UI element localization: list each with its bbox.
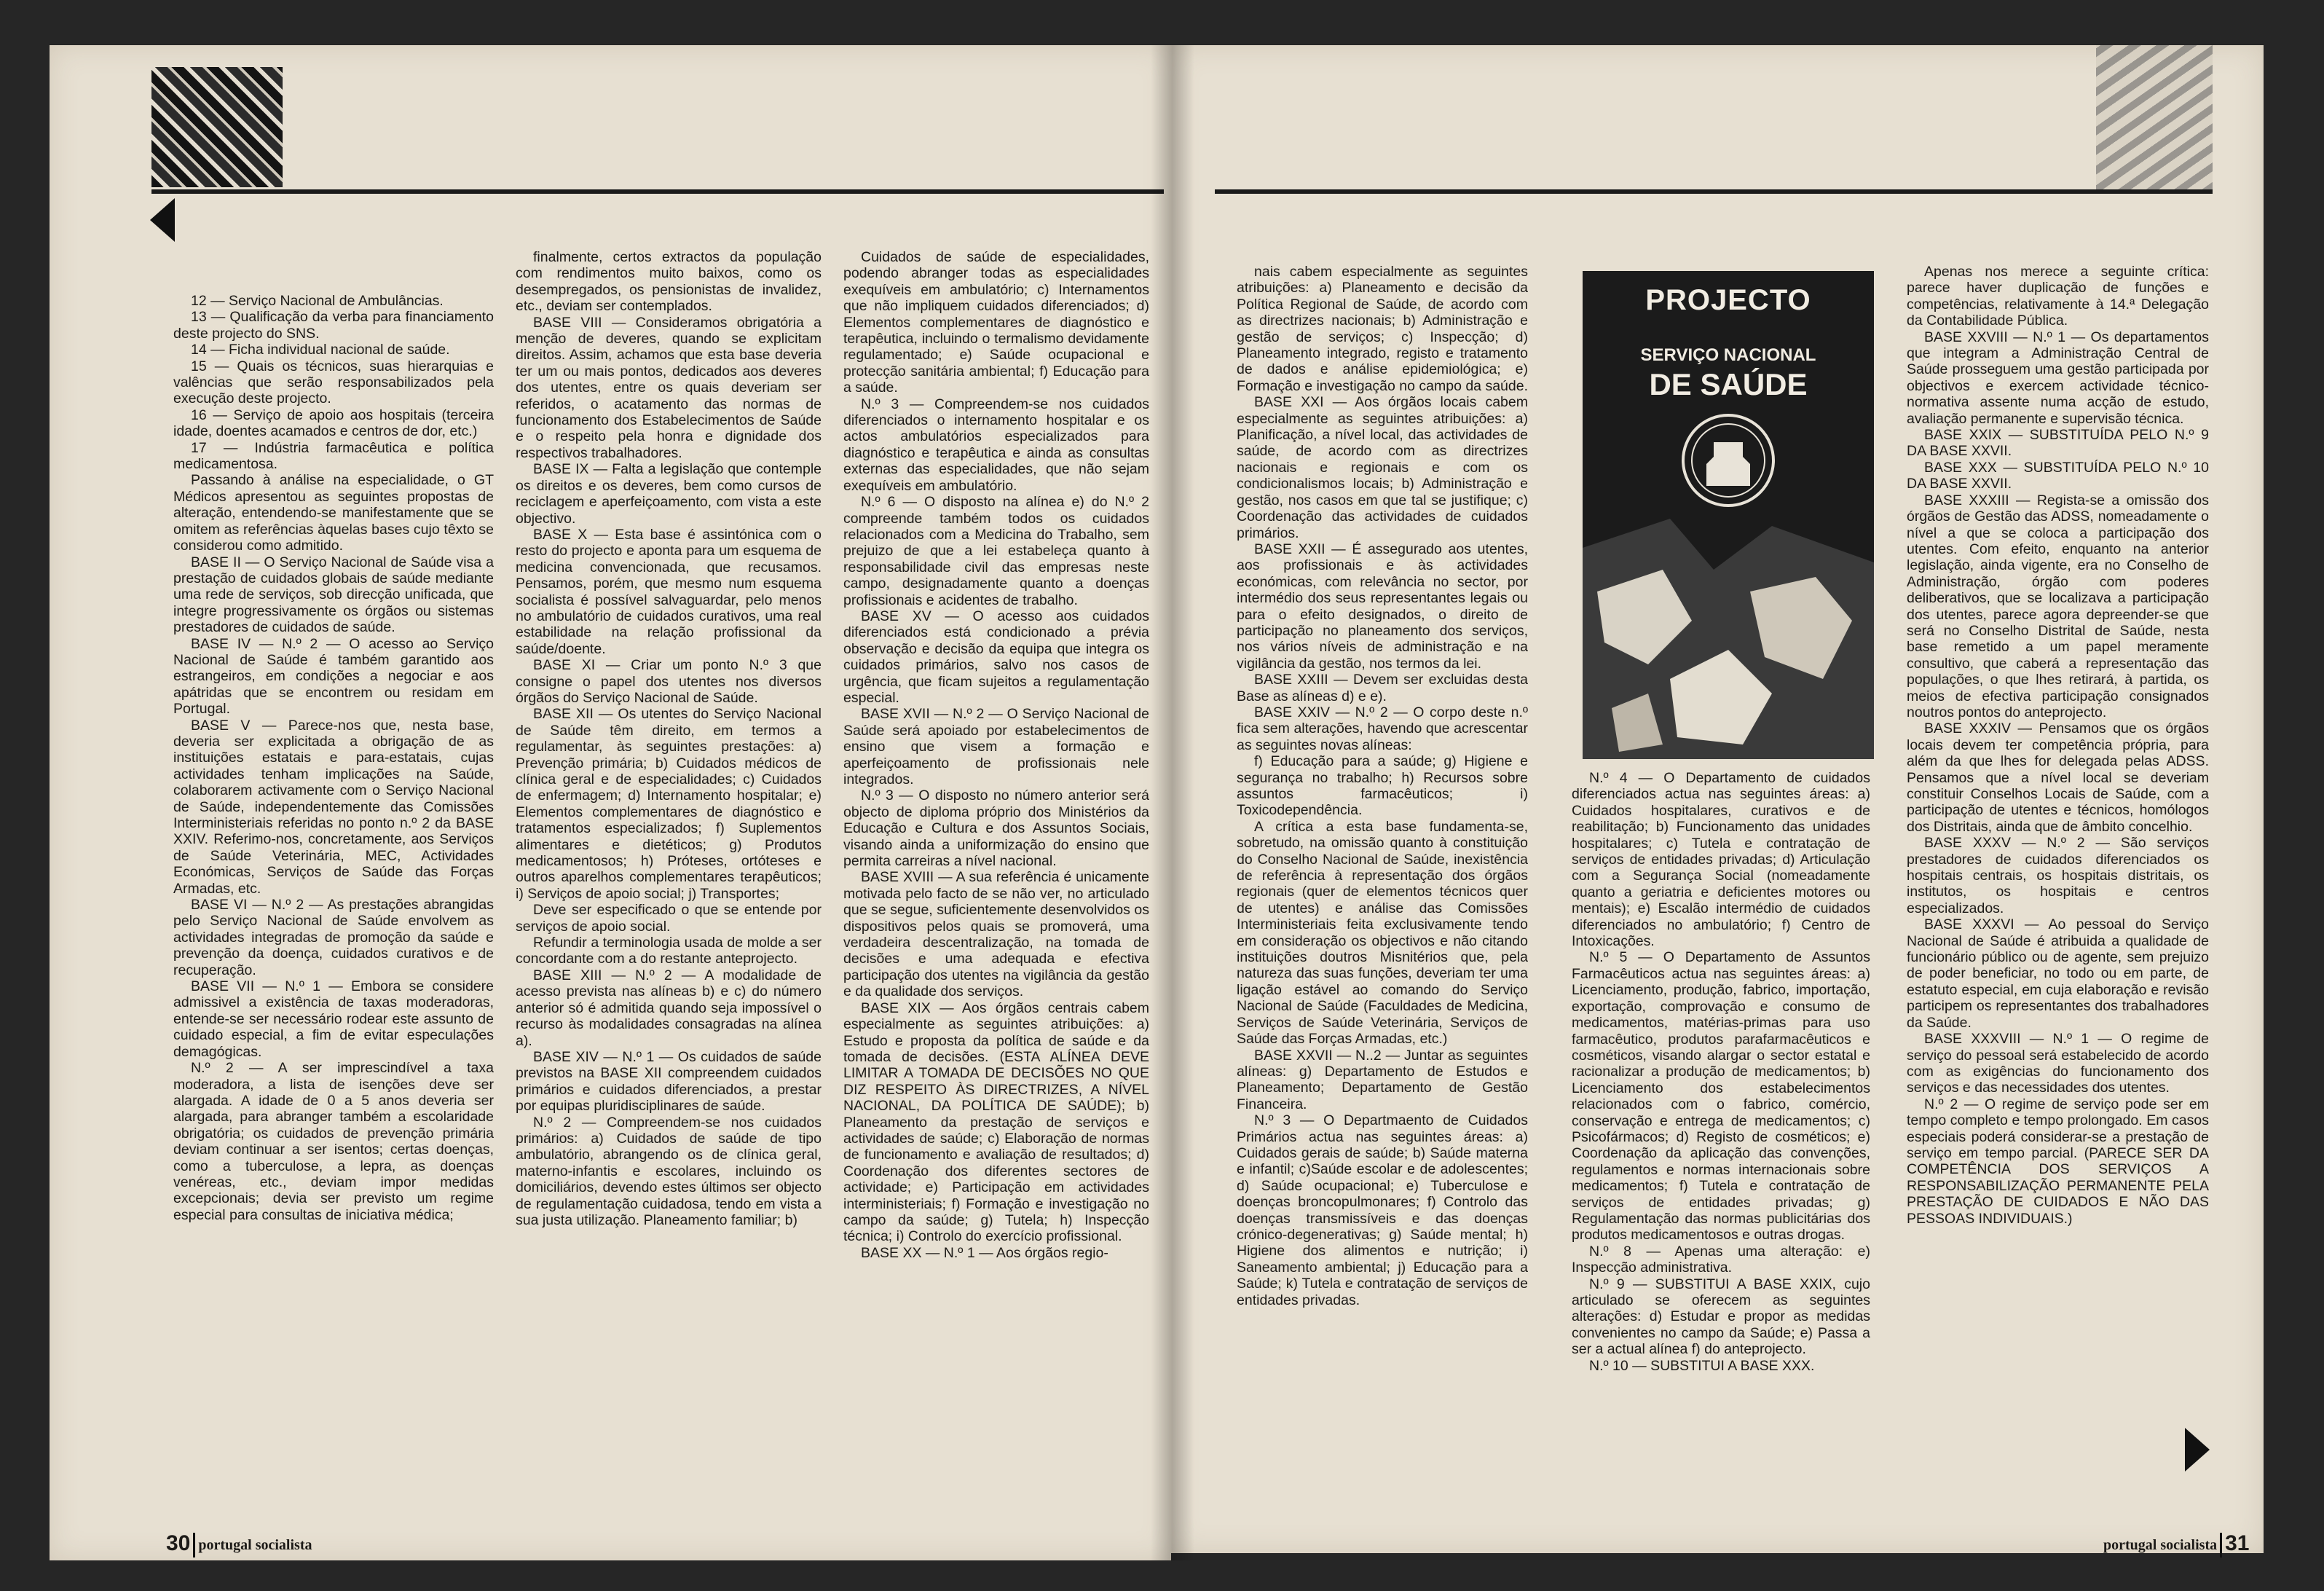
paragraph: Refundir a terminologia usada de molde a ser concordante com a do restante anteprojecto.: [516, 935, 822, 967]
paragraph: N.º 3 — O disposto no número anterior será objecto de diploma próprio dos Ministérios da Educação e Cultura e dos Assuntos Sociais, visando ainda a uniformização do ensino que permita carreiras a nível nacional.: [843, 787, 1149, 870]
paragraph: BASE V — Parece-nos que, nesta base, deveria ser explicitada a obrigação de as instituições estatais e para-estatais, cujas actividades tenham implicações na Saúde, colaborarem activamente com o Serviço Nacional de Saúde, independentemente das Comissões Interministeriais referidas no ponto n.º 2 da BASE XXIV. Referimo-nos, concretamente, aos Serviços de Saúde Veterinária, MEC, Actividades Económicas, Serviços de Saúde das Forças Armadas, etc.: [173, 717, 494, 897]
paragraph: N.º 3 — Compreendem-se nos cuidados diferenciados o internamento hospitalar e os actos ambulatórios especializados para diagnóstico e terapêutica e ainda as consultas externas das especialidades, que não sejam exequíveis em ambulatório.: [843, 396, 1149, 494]
book-gutter: [1151, 45, 1194, 1560]
paragraph: BASE XXIV — N.º 2 — O corpo deste n.º fica sem alterações, havendo que acrescentar as seguintes novas alíneas:: [1237, 704, 1528, 753]
paragraph: 14 — Ficha individual nacional de saúde.: [191, 342, 450, 358]
left-column-2: [516, 249, 822, 1228]
paragraph: BASE VII — N.º 1 — Embora se considere admissivel a existência de taxas moderadoras, entende-se ser necessário rodear este assunto de cuidado especial, a fim de evitar especulações demagógicas.: [173, 978, 494, 1060]
paragraph: N.º 9 — SUBSTITUI A BASE XXIX, cujo articulado se oferecem as seguintes alterações: d) Estudar e propor as medidas convenientes no campo da Saúde; e) Passa a ser a actual alínea f) do anteprojecto.: [1572, 1276, 1870, 1358]
footer-logo: portugal socialista: [198, 1536, 312, 1553]
left-page: [50, 45, 1171, 1560]
poster-subtitle-2: DE SAÚDE: [1649, 367, 1808, 401]
paragraph: BASE XXXVI — Ao pessoal do Serviço Nacional de Saúde é atribuida a qualidade de funcionário público ou de agente, sem prejuizo de poder beneficiar, no todo ou em parte, de estatuto especial, em cuja elaboração e revisão participem os representantes dos trabalhadores da Saúde.: [1907, 916, 2209, 1031]
left-column-3: [843, 249, 1149, 1261]
paragraph: N.º 5 — O Departamento de Assuntos Farmacêuticos actua nas seguintes áreas: a) Licenciamento, produção, fabrico, importação, exportação, comprovação e consumo de medicamentos, matérias-primas para uso farmacêutico, produtos parafarmacêuticos e cosméticos, visando alargar o sector estatal e racionalizar a produção de medicamentos; b) Licenciamento dos estabelecimentos relacionados com o fabrico, comércio, conservação e entrega de medicamentos; c) Psicofármacos; d) Registo de cosméticos; e) Coordenação da aplicação das convenções, regulamentos e normas internacionais sobre medicamentos; f) Tutela e contratação de serviços de entidades privadas; g) Regulamentação das normas publicitárias dos produtos medicamentosos e outras drogas.: [1572, 949, 1870, 1244]
paragraph: BASE XIX — Aos órgãos centrais cabem especialmente as seguintes atribuições: a) Estudo e proposta da política de saúde e da tomada de decisões. (ESTA ALÍNEA DEVE LIMITAR A TOMADA DE DECISÕES NO QUE DIZ RESPEITO ÀS DIRECTRIZES, A NÍVEL NACIONAL, DA POLÍTICA DE SAÚDE); b) Planeamento da prestação de serviços e actividades de saúde; c) Elaboração de normas de funcionamento e avaliação de resultados; d) Coordenação dos diferentes sectores de actividade; e) Participação em actividades interministeriais; f) Formação e investigação no campo da saúde; g) Tutela; h) Inspecção técnica; i) Controlo do exercício profissional.: [843, 999, 1149, 1245]
poster-subtitle: SERVIÇO NACIONAL: [1640, 345, 1816, 365]
arrow-right-icon: [2185, 1428, 2210, 1472]
right-page: [1171, 45, 2264, 1553]
paragraph: BASE II — O Serviço Nacional de Saúde visa a prestação de cuidados globais de saúde mediante uma rede de serviços, sob direcção unificada, que integre progressivamente os órgãos ou sistemas prestadores de cuidados de saúde.: [173, 554, 494, 636]
paragraph: N.º 2 — Compreendem-se nos cuidados primários: a) Cuidados de saúde de tipo ambulatório, abrangendo os de clínica geral, materno-infantis e escolares, incluindo os domiciliários, devendo estes últimos ser objecto de regulamentação cuidadosa, tendo em vista a sua justa utilização. Planeamento familiar; b): [516, 1114, 822, 1228]
paragraph: BASE XXX — SUBSTITUÍDA PELO N.º 10 DA BASE XXVII.: [1907, 459, 2209, 492]
paragraph: BASE XXXV — N.º 2 — São serviços prestadores de cuidados diferenciados os hospitais centrais, os hospitais distritais, os institutos, os hospitais e centros especializados.: [1907, 835, 2209, 916]
paragraph: BASE XX — N.º 1 — Aos órgãos regio-: [861, 1244, 1108, 1261]
paragraph: N.º 8 — Apenas uma alteração: e) Inspecção administrativa.: [1572, 1243, 1870, 1276]
paragraph: 13 — Qualificação da verba para financiamento deste projecto do SNS.: [173, 309, 494, 342]
header-rule: [1215, 189, 2213, 194]
paragraph: BASE XVIII — A sua referência é unicamente motivada pelo facto de se não ver, no articulado que se segue, suficientemente desenvolvidos os dispositivos pelos quais se promoverá, uma verdadeira descentralização, na tomada de decisões e uma adequada e efectiva participação dos utentes na vigilância da gestão e da qualidade dos serviços.: [843, 869, 1149, 1000]
paragraph: 12 — Serviço Nacional de Ambulâncias.: [191, 293, 444, 309]
footer-divider: [2220, 1533, 2222, 1557]
paragraph: N.º 2 — A ser imprescindível a taxa moderadora, a lista de isenções deve ser alargada. A idade de 0 a 5 anos deveria ser alargada, para abranger também a escolaridade obrigatória; os cuidados de prevenção primária deviam continuar a ser isentos; certas doenças, como a tuberculose, a lepra, as doenças venéreas, etc., deviam impor medidas excepcionais; devia ser previsto um regime especial para consultas de iniciativa médica;: [173, 1060, 494, 1223]
paragraph: BASE XXVIII — N.º 1 — Os departamentos que integram a Administração Central de Saúde prosseguem uma gestão participada por objectivos e exercem actividade técnico-normativa assente numa acção de estudo, avaliação permanente e supervisão técnica.: [1907, 329, 2209, 427]
photo-strip-image: [151, 67, 283, 187]
paragraph: N.º 4 — O Departamento de cuidados diferenciados actua nas seguintes áreas: a) Cuidados hospitalares, curativos e de reabilitação; b) Funcionamento das unidades hospitalares; c) Tutela e contratação de serviços de entidades privadas; d) Articulação com a Segurança Social (nomeadamente quanto a geriatria e deficientes motores ou mentais); e) Escalão intermédio de cuidados diferenciados no ambulatório; f) Centro de Intoxicações.: [1572, 770, 1870, 950]
right-column-3: [1907, 264, 2209, 1227]
paragraph: Passando à análise na especialidade, o GT Médicos apresentou as seguintes propostas de alteração, entendendo-se manifestamente que se omitem as referências àquelas bases cujo têxto se considerou como admitido.: [173, 472, 494, 554]
paragraph: 15 — Quais os técnicos, suas hierarquias e valências que serão responsabilizados pela execução deste projecto.: [173, 358, 494, 407]
paragraph: BASE IV — N.º 2 — O acesso ao Serviço Nacional de Saúde é também garantido aos estrangeiros, em condições a negociar e aos apátridas que se encontrem ou residam em Portugal.: [173, 635, 494, 718]
paragraph: Deve ser especificado o que se entende por serviços de apoio social.: [516, 902, 822, 935]
paragraph: nais cabem especialmente as seguintes atribuições: a) Planeamento e decisão da Política Regional de Saúde, de acordo com as directrizes nacionais; b) Administração e gestão de serviços; c) Inspecção; d) Planeamento integrado, registo e tratamento de dados e análise epidemiológica; e) Formação e investigação no campo da saúde.: [1237, 264, 1528, 394]
paragraph: 16 — Serviço de apoio aos hospitais (terceira idade, doentes acamados e centros de dor, etc.): [173, 406, 494, 440]
paragraph: f) Educação para a saúde; g) Higiene e segurança no trabalho; h) Recursos sobre assuntos farmacêuticos; i) Toxicodependência.: [1237, 753, 1528, 819]
paragraph: N.º 3 — O Departmaento de Cuidados Primários actua nas seguintes áreas: a) Cuidados gerais de saúde; b) Saúde materna e infantil; c)Saúde escolar e de adolescentes; d) Saúde ocupacional; e) Tuberculose e doenças broncopulmonares; f) Controlo das doenças transmissíveis e das doenças crónico-degenerativas; g) Saúde mental; h) Higiene dos alimentos e nutrição; i) Saneamento ambiental; j) Educação para a Saúde; k) Tutela e contratação de serviços de entidades privadas.: [1237, 1112, 1528, 1308]
paragraph: Apenas nos merece a seguinte crítica: parece haver duplicação de funções e competências, relativamente à 14.ª Delegação da Contabilidade Pública.: [1907, 264, 2209, 329]
paragraph: BASE XXXIV — Pensamos que os órgãos locais devem ter competência própria, para além da que lhes for delegada pelas ADSS. Pensamos que a nível local se deveriam constituir Conselhos Locais de Saúde, com a participação de utentes e técnicos, homólogos dos Distritais, ainda que de âmbito concelhio.: [1907, 720, 2209, 835]
paragraph: BASE XXII — É assegurado aos utentes, aos profissionais e às actividades económicas, com relevância no sector, por intermédio dos seus representantes legais ou para o efeito designados, o direito de participação no planeamento dos serviços, nos vários níveis de administração e na vigilância da gestão, nos termos da lei.: [1237, 541, 1528, 672]
paragraph: A crítica a esta base fundamenta-se, sobretudo, na omissão quanto à constituição do Conselho Nacional de Saúde, inexistência de referência à representação dos órgãos regionais (quer de elementos técnicos quer de utentes) e análise das Comissões Interministeriais feita exclusivamente tendo em consideração os objectivos e não citando instituições doutros Misnitérios que, pela natureza das suas funções, deveriam ter uma ligação estável ao comando do Serviço Nacional de Saúde (Faculdades de Medicina, Serviços de Saúde Veterinária, Serviços de Saúde das Forças Armadas, etc.): [1237, 818, 1528, 1048]
paragraph: BASE XVII — N.º 2 — O Serviço Nacional de Saúde será apoiado por estabelecimentos de ensino que visem a formação e aperfeiçoamento de profissionais nele integrados.: [843, 706, 1149, 787]
paragraph: N.º 2 — O regime de serviço pode ser em tempo completo e tempo prolongado. Em casos especiais poderá considerar-se a prestação de serviço em tempo parcial. (PARECE SER DA COMPETÊNCIA DOS SERVIÇOS A RESPONSABILIZAÇÃO PERMANENTE PELA PRESTAÇÃO DE CUIDADOS E NÃO DAS PESSOAS INDIVIDUAIS.): [1907, 1096, 2209, 1227]
poster-title: PROJECTO: [1645, 284, 1811, 316]
page-number: 30: [166, 1531, 191, 1555]
footer-divider: [193, 1533, 195, 1557]
arrow-left-icon: [150, 198, 175, 242]
page-footer-left: [166, 1531, 312, 1557]
paragraph: finalmente, certos extractos da população com rendimentos muito baixos, como os desempregados, os pensionistas de invalidez, etc., deviam ser contemplados.: [516, 249, 822, 315]
page-footer-right: [2103, 1531, 2250, 1557]
right-column-2: [1572, 770, 1870, 1374]
paragraph: BASE XXIX — SUBSTITUÍDA PELO N.º 9 DA BASE XXVII.: [1907, 427, 2209, 460]
paragraph: BASE X — Esta base é assintónica com o resto do projecto e aponta para um esquema de medicina convencionada, que recusamos. Pensamos, porém, que mesmo num esquema socialista é possível salvaguardar, pelo menos no ambulatório de cuidados curativos, uma real estabilidade na relação profissional da saúde/doente.: [516, 526, 822, 657]
paragraph: BASE XV — O acesso aos cuidados diferenciados está condicionado a prévia observação e decisão da equipa que integra os cuidados primários, salvo nos casos de urgência, que ficam sujeitos a regulamentação especial.: [843, 608, 1149, 706]
page-number: 31: [2225, 1531, 2250, 1555]
paragraph: BASE VIII — Consideramos obrigatória a menção de deveres, quando se explicitam direitos. Assim, achamos que esta base deveria ter um ou mais pontos, dedicados aos deveres dos utentes, entre os quais deveriam ser referidos, o acatamento das normas de funcionamento dos Estabelecimentos de Saúde e o respeito pela honra e dignidade dos respectivos trabalhadores.: [516, 314, 822, 461]
photo-strip-image: [2096, 45, 2213, 191]
paragraph: BASE VI — N.º 2 — As prestações abrangidas pelo Serviço Nacional de Saúde envolvem as actividades integradas de promoção da saúde e prevenção da doença, cuidados curativos e de recuperação.: [173, 897, 494, 978]
paragraph: N.º 10 — SUBSTITUI A BASE XXX.: [1589, 1357, 1815, 1374]
paragraph: Cuidados de saúde de especialidades, podendo abranger todas as especialidades exequíveis em ambulatório; c) Internamentos que não impliquem cuidados diferenciados; d) Elementos complementares de diagnóstico e terapêutica, incluindo o termalismo devidamente regulamentado; e) Saúde ocupacional e protecção sanitária ambiental; f) Educação para a saúde.: [843, 249, 1149, 396]
paragraph: BASE XXXVIII — N.º 1 — O regime de serviço do pessoal será estabelecido de acordo com as exigências do funcionamento dos serviços e das necessidades dos utentes.: [1907, 1031, 2209, 1096]
paragraph: BASE XIII — N.º 2 — A modalidade de acesso prevista nas alíneas b) e c) do número anterior só é admitida quando seja impossível o recurso às modalidades consagradas na alínea a).: [516, 967, 822, 1049]
poster-artwork: [1583, 402, 1874, 759]
paragraph: BASE XIV — N.º 1 — Os cuidados de saúde previstos na BASE XII compreendem cuidados primários e cuidados diferenciados, a prestar por equipas pluridisciplinares de saúde.: [516, 1048, 822, 1115]
header-rule: [151, 189, 1164, 194]
paragraph: N.º 6 — O disposto na alínea e) do N.º 2 compreende também todos os cuidados relacionados com a Medicina do Trabalho, sem prejuizo de que a lei estabeleça quanto à responsabilidade civil das empresas neste campo, designadamente quanto a doenças profissionais e acidentes de trabalho.: [843, 494, 1149, 608]
paragraph: BASE XXI — Aos órgãos locais cabem especialmente as seguintes atribuições: a) Planificação, a nível local, das actividades de saúde, de acordo com as directrizes nacionais e regionais e com os condicionalismos locais; b) Administração e gestão, nos casos em que tal se justifique; c) Coordenação das actividades de cuidados primários.: [1237, 394, 1528, 541]
left-column-1: [173, 293, 494, 1223]
paragraph: BASE XI — Criar um ponto N.º 3 que consigne o papel dos utentes nos diversos órgãos do Serviço Nacional de Saúde.: [516, 657, 822, 706]
paragraph: BASE XXVII — N..2 — Juntar as seguintes alíneas: g) Departamento de Estudos e Planeamento; Departamento de Gestão Financeira.: [1237, 1047, 1528, 1112]
paragraph: BASE XXXIII — Regista-se a omissão dos órgãos de Gestão das ADSS, nomeadamente o nível a que se coloca a participação dos utentes. Com efeito, enquanto na anterior legislação, ainda vigente, era no Conselho de Administração, órgão com poderes deliberativos, que se localizava a participação dos utentes, parece agora depreender-se que será no Conselho Distrital de Saúde, nesta base remetido a um papel meramente consultivo, que caberá a representação das populações, o que lhes retirará, à partida, os meios de efectiva participação consignados noutros pontos do anteprojecto.: [1907, 492, 2209, 720]
paragraph: 17 — Indústria farmacêutica e política medicamentosa.: [173, 439, 494, 473]
poster-image: [1583, 271, 1874, 759]
paragraph: BASE XXIII — Devem ser excluidas desta Base as alíneas d) e e).: [1237, 672, 1528, 704]
right-column-1: [1237, 264, 1528, 1308]
paragraph: BASE XII — Os utentes do Serviço Nacional de Saúde têm direito, em termos a regulamentar, às seguintes prestações: a) Prevenção primária; b) Cuidados médicos de clínica geral e de especialidades; c) Cuidados de enfermagem; d) Internamento hospitalar; e) Elementos complementares de diagnóstico e tratamentos especializados; f) Suplementos alimentares e dietéticos; g) Produtos medicamentosos; h) Próteses, ortóteses e outros aparelhos complementares terapêuticos; i) Serviços de apoio social; j) Transportes;: [516, 706, 822, 902]
footer-logo: portugal socialista: [2103, 1536, 2218, 1553]
paragraph: BASE IX — Falta a legislação que contemple os direitos e os deveres, bem como cursos de reciclagem e aperfeiçoamento, com vista a este objectivo.: [516, 461, 822, 527]
